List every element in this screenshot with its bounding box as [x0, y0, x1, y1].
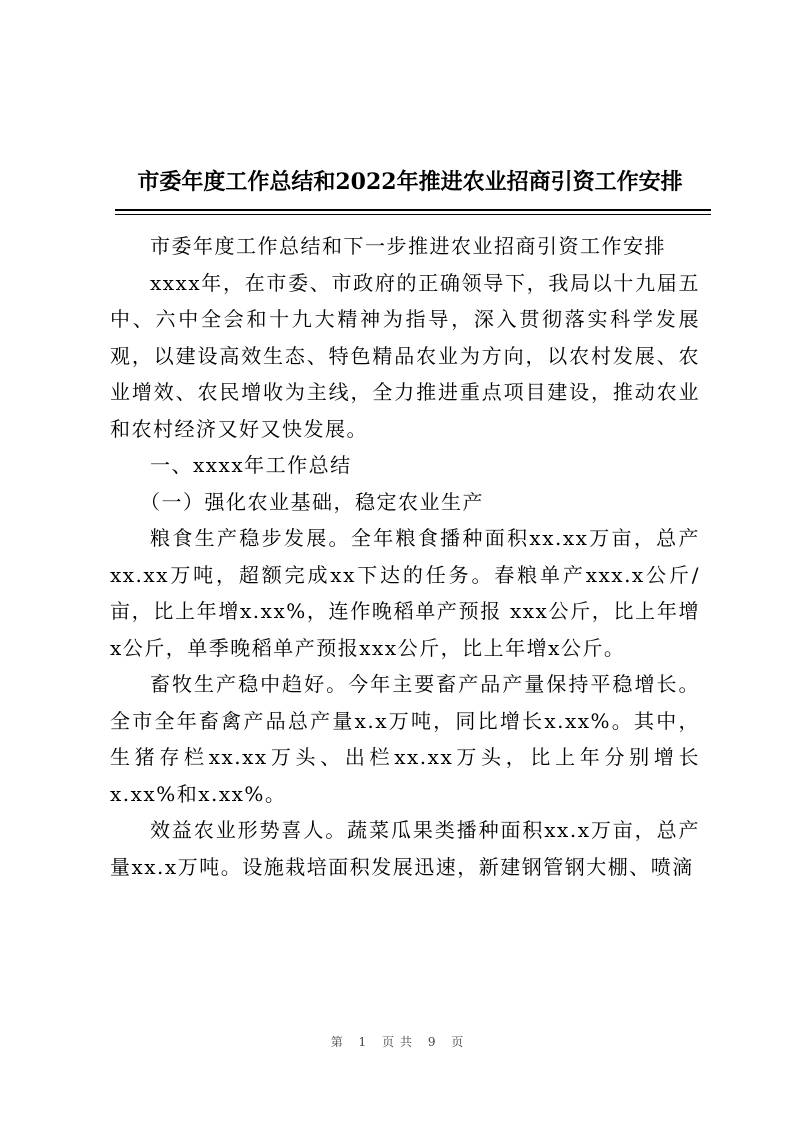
subsection-heading: （一）强化农业基础，稳定农业生产: [140, 489, 484, 514]
page-footer: 第 1 页共 9 页: [330, 1035, 470, 1049]
body-paragraph: xxxx年，在市委、市政府的正确领导下，我局以十九届五中、六中全会和十九大精神为指导，深入贯彻落实科学发展观，以建设高效生态、特色精品农业为方向，以农村发展、农业增效、农民增收为主线，全力推进重点项目建设，推动农业和农村经济又好又快发展。: [110, 270, 700, 441]
body-paragraph: 市委年度工作总结和下一步推进农业招商引资工作安排: [150, 234, 666, 258]
title-rule-thin: [115, 214, 711, 215]
body-paragraph: 效益农业形势喜人。蔬菜瓜果类播种面积xx.x万亩，总产量xx.x万吨。设施栽培面积发展迅速，新建钢管钢大棚、喷滴: [110, 818, 700, 879]
title-rule-thick: [115, 209, 711, 211]
document-body: [110, 228, 700, 885]
body-paragraph: 粮食生产稳步发展。全年粮食播种面积xx.xx万亩，总产xx.xx万吨，超额完成xx下达的任务。春粮单产xxx.x公斤/亩，比上年增x.xx%，连作晚稻单产预报 xxx公斤，比上年增x公斤，单季晚稻单产预报xxx公斤，比上年增x公斤。: [110, 526, 700, 660]
document-title: 市委年度工作总结和2022年推进农业招商引资工作安排: [137, 169, 683, 195]
body-paragraph: 畜牧生产稳中趋好。今年主要畜产品产量保持平稳增长。全市全年畜禽产品总产量x.x万吨，同比增长x.xx%。其中，生猪存栏xx.xx万头、出栏xx.xx万头，比上年分别增长x.xx%和x.xx%。: [110, 672, 700, 806]
section-heading: 一、xxxx年工作总结: [150, 453, 352, 477]
